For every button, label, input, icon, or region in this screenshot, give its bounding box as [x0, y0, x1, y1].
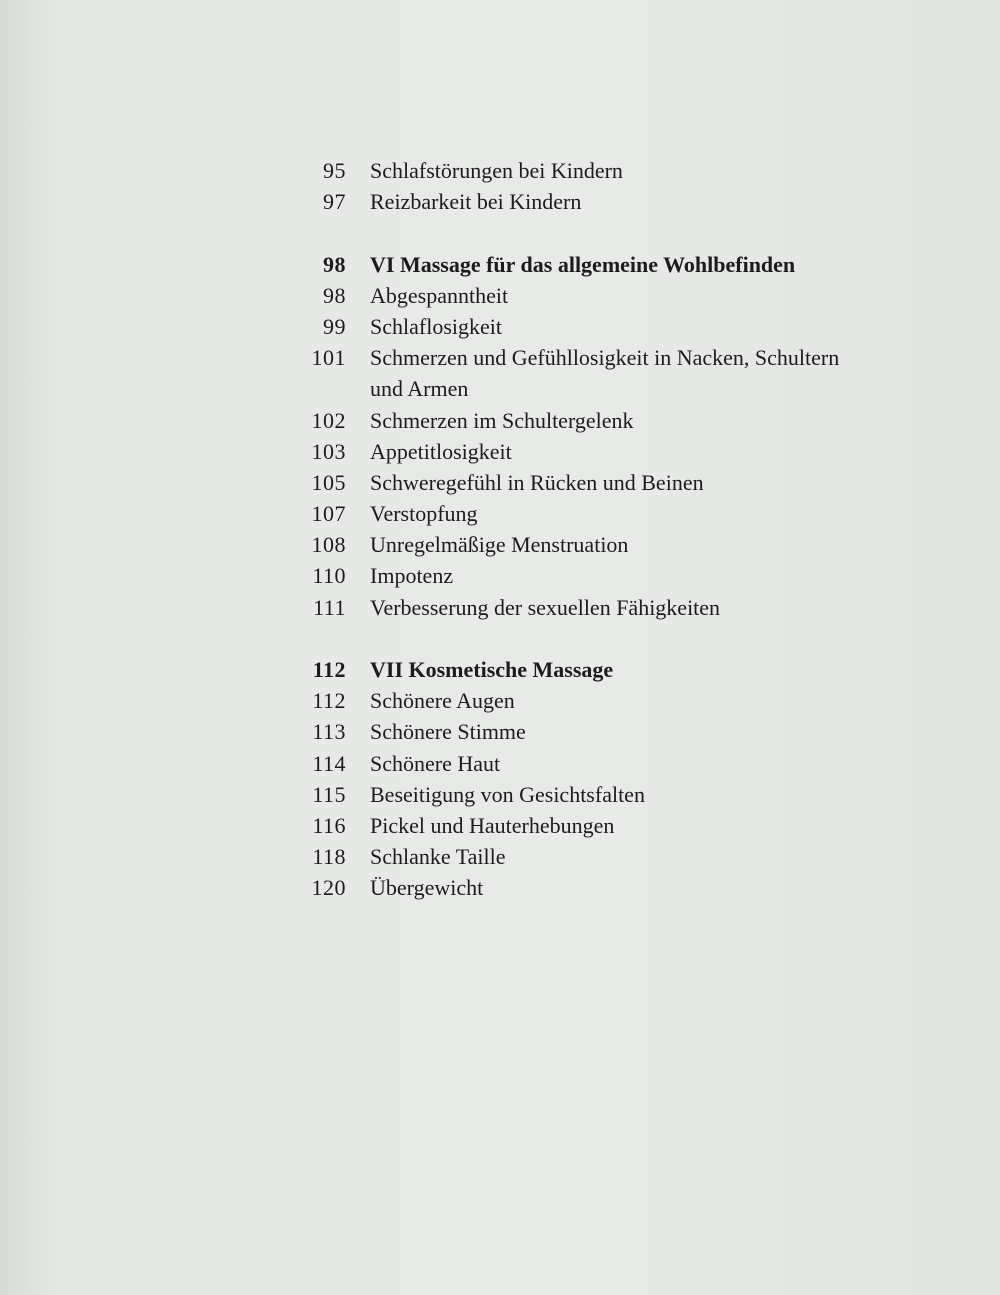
entry-title: Schmerzen im Schultergelenk [370, 407, 634, 433]
toc-entry [300, 685, 900, 716]
section-title: VI Massage für das allgemeine Wohlbefinden [370, 251, 796, 277]
entry-title: Verbesserung der sexuellen Fähigkeiten [370, 594, 721, 620]
page-number: 118 [312, 844, 346, 870]
toc-entry [300, 529, 900, 560]
toc-entry [300, 467, 900, 498]
entry-title: und Armen [370, 376, 469, 402]
page-number: 112 [312, 688, 346, 714]
entry-title: Schlaflosigkeit [370, 313, 502, 339]
toc-entry-continuation [300, 373, 900, 404]
page-number: 97 [323, 189, 346, 215]
entry-title: Schlafstörungen bei Kindern [370, 158, 623, 183]
page-number: 114 [312, 750, 346, 776]
toc-entry [300, 498, 900, 529]
entry-title: Schönere Augen [370, 688, 515, 714]
toc-section-heading [300, 249, 900, 280]
toc-entry [300, 186, 900, 217]
page-number: 116 [312, 812, 346, 838]
page-number: 99 [323, 313, 346, 339]
entry-title: Schönere Haut [370, 750, 501, 776]
section-gap [300, 217, 900, 248]
toc-entry [300, 592, 900, 623]
page-number: 111 [313, 594, 346, 620]
toc-entry [300, 560, 900, 591]
toc-entry [300, 155, 900, 186]
toc-entry [300, 841, 900, 872]
toc-entry [300, 810, 900, 841]
toc-entry [300, 405, 900, 436]
entry-title: Beseitigung von Gesichtsfalten [370, 781, 645, 807]
toc-entry [300, 436, 900, 467]
page-number: 103 [311, 438, 346, 464]
page-number: 101 [311, 345, 346, 371]
page-number: 110 [312, 563, 346, 589]
page-number: 95 [323, 158, 346, 183]
page-number: 107 [311, 501, 346, 527]
toc-entry [300, 716, 900, 747]
table-of-contents [300, 155, 900, 904]
page-number: 120 [311, 875, 346, 901]
toc-entry [300, 872, 900, 903]
entry-title: Schweregefühl in Rücken und Beinen [370, 469, 704, 495]
section-gap [300, 623, 900, 654]
page-number: 98 [323, 282, 346, 308]
page-number: 115 [312, 781, 346, 807]
toc-entry [300, 342, 900, 373]
toc-entry [300, 779, 900, 810]
toc-entry [300, 311, 900, 342]
entry-title: Übergewicht [370, 875, 484, 901]
entry-title: Impotenz [370, 563, 454, 589]
entry-title: Appetitlosigkeit [370, 438, 512, 464]
section-title: VII Kosmetische Massage [370, 657, 614, 682]
entry-title: Schmerzen und Gefühllosigkeit in Nacken, Schultern [370, 345, 840, 371]
page-number: 98 [323, 251, 346, 277]
page-number: 112 [312, 657, 346, 682]
toc-entry [300, 280, 900, 311]
entry-title: Reizbarkeit bei Kindern [370, 189, 582, 215]
entry-title: Schlanke Taille [370, 844, 506, 870]
page-number: 108 [311, 532, 346, 558]
page-number: 102 [311, 407, 346, 433]
entry-title: Schönere Stimme [370, 719, 526, 745]
entry-title: Pickel und Hauterhebungen [370, 812, 615, 838]
toc-section-heading [300, 654, 900, 685]
page-number: 105 [311, 469, 346, 495]
entry-title: Abgespanntheit [370, 282, 509, 308]
page-number: 113 [312, 719, 346, 745]
entry-title: Unregelmäßige Menstruation [370, 532, 629, 558]
entry-title: Verstopfung [370, 501, 478, 527]
toc-entry [300, 748, 900, 779]
